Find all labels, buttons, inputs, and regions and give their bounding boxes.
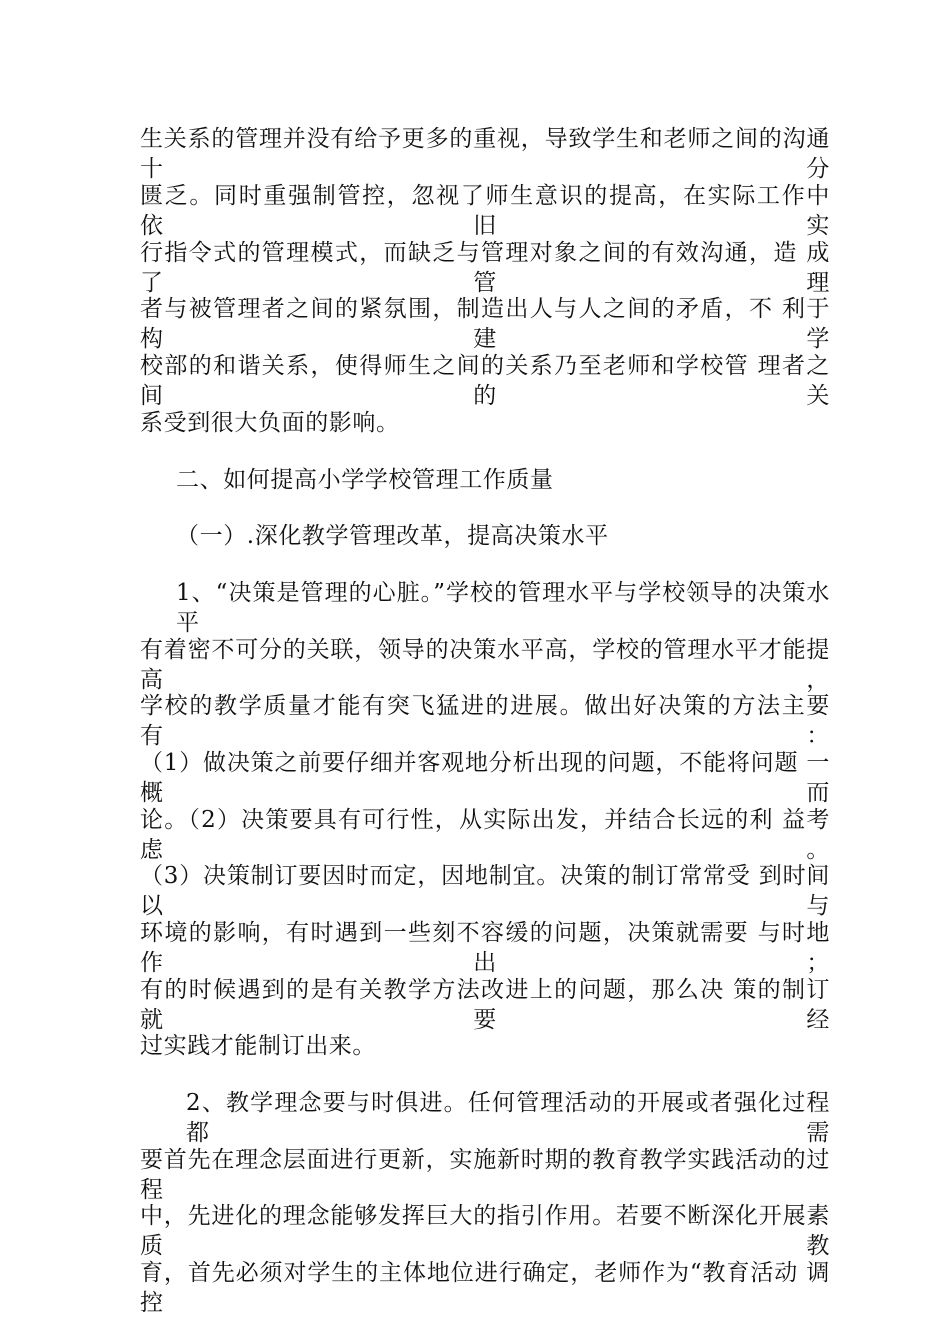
paragraph-line: 学校的教学质量才能有突飞猛进的进展。做出好决策的方法主要 有： — [140, 693, 830, 749]
subsection-heading: （一）.深化教学管理改革，提高决策水平 — [176, 523, 609, 549]
paragraph-line: 1、“决策是管理的心脏。”学校的管理水平与学校领导的决策水 平 — [176, 580, 830, 636]
paragraph-line: 匮乏。同时重强制管控，忽视了师生意识的提高，在实际工作中 依旧实 — [140, 183, 830, 239]
paragraph-line: 过实践才能制订出来。 — [140, 1033, 376, 1059]
paragraph-line: 中，先进化的理念能够发挥巨大的指引作用。若要不断深化开展素 质教 — [140, 1203, 830, 1259]
paragraph-line: 系受到很大负面的影响。 — [140, 410, 400, 436]
paragraph-line: 育，首先必须对学生的主体地位进行确定，老师作为“教育活动 调控 — [140, 1260, 830, 1316]
paragraph-line: 有着密不可分的关联，领导的决策水平高，学校的管理水平才能提 高， — [140, 637, 830, 693]
paragraph-line: 环境的影响，有时遇到一些刻不容缓的问题，决策就需要 与时地作出； — [140, 920, 830, 976]
paragraph-line: 生关系的管理并没有给予更多的重视，导致学生和老师之间的沟通 十分 — [140, 126, 830, 182]
paragraph-line: 有的时候遇到的是有关教学方法改进上的问题，那么决 策的制订就要经 — [140, 977, 830, 1033]
paragraph-line: （1）做决策之前要仔细并客观地分析出现的问题，不能将问题 一概而 — [140, 750, 830, 806]
paragraph-line: 校部的和谐关系，使得师生之间的关系乃至老师和学校管 理者之间的关 — [140, 353, 830, 409]
paragraph-line: 论。（2）决策要具有可行性，从实际出发，并结合长远的利 益考虑。 — [140, 807, 830, 863]
section-heading: 二、如何提高小学学校管理工作质量 — [176, 467, 554, 493]
paragraph-line: 者与被管理者之间的紧氛围，制造出人与人之间的矛盾，不 利于构建学 — [140, 296, 830, 352]
paragraph-line: 行指令式的管理模式，而缺乏与管理对象之间的有效沟通，造 成了管理 — [140, 240, 830, 296]
paragraph-line: 2、教学理念要与时俱进。任何管理活动的开展或者强化过程都 需 — [186, 1090, 830, 1146]
paragraph-line: 要首先在理念层面进行更新，实施新时期的教育教学实践活动的过 程 — [140, 1147, 830, 1203]
paragraph-line: （3）决策制订要因时而定，因地制宜。决策的制订常常受 到时间以与 — [140, 863, 830, 919]
